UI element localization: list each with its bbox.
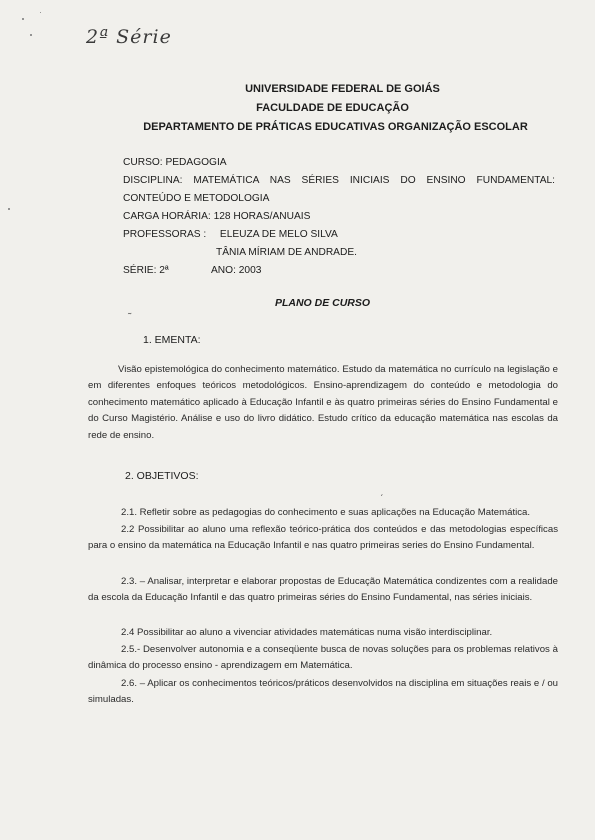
objective-item: 2.2 Possibilitar ao aluno uma reflexão teórico-prática dos conteúdos e das metodologias específicas para o ensino da matemática na Educação Infantil e nas quatro primeiras series do Ensino Fundamental.	[88, 524, 558, 552]
discipline-line: DISCIPLINA: MATEMÁTICA NAS SÉRIES INICIAIS DO ENSINO FUNDAMENTAL:	[123, 175, 555, 186]
ementa-body: Visão epistemológica do conhecimento matemático. Estudo da matemática no currículo na legislação e em diferentes enfoques teóricos metodológicos. Ensino-aprendizagem do conteúdo e metodologia do conhecimento matemático aplicado à Educação Infantil e às quatro primeiras séries do Ensino Fundamental e do Curso Magistério. Análise e uso do livro didático. Estudo crítico da educação matemática nas escolas da rede de ensino.	[88, 364, 558, 441]
university-name: UNIVERSIDADE FEDERAL DE GOIÁS	[245, 83, 440, 95]
document-header	[0, 80, 595, 137]
ementa-text	[88, 362, 558, 444]
grade-year-line	[123, 262, 555, 280]
section-objetivos-title: 2. OBJETIVOS:	[125, 470, 199, 482]
department-name: DEPARTAMENTO DE PRÁTICAS EDUCATIVAS ORGANIZAÇÃO ESCOLAR	[143, 121, 528, 133]
objective-item: 2.6. – Aplicar os conhecimentos teóricos/práticos desenvolvidos na disciplina em situações reais e / ou simuladas.	[88, 678, 558, 706]
teacher-name: ELEUZA DE MELO SILVA	[219, 229, 338, 240]
scan-speck	[30, 34, 32, 36]
teachers-label: PROFESSORAS :	[123, 229, 207, 240]
teachers-line	[123, 226, 555, 244]
objective-item: 2.3. – Analisar, interpretar e elaborar propostas de Educação Matemática condizentes com a realidade da escola da Educação Infantil e das quatro primeiras séries do Ensino Fundamental, nas séries iniciais.	[88, 576, 558, 604]
pen-mark: ˊ	[380, 494, 384, 505]
objective-item: 2.1. Refletir sobre as pedagogias do conhecimento e suas aplicações na Educação Matemática.	[121, 507, 531, 518]
teacher-name: TÂNIA MÍRIAM DE ANDRADE.	[216, 247, 357, 258]
workload-line: CARGA HORÁRIA: 128 HORAS/ANUAIS	[123, 211, 311, 222]
handwritten-note: 2ª Série	[86, 26, 172, 48]
faculty-name: FACULDADE DE EDUCAÇÃO	[256, 102, 409, 114]
section-ementa-title: 1. EMENTA:	[143, 334, 201, 346]
grade-label: SÉRIE: 2ª	[123, 265, 169, 276]
objective-item: 2.5.- Desenvolver autonomia e a conseqüente busca de novas soluções para os problemas relativos à dinâmica do processo ensino - aprendizagem em Matemática.	[88, 644, 558, 672]
course-info	[123, 154, 555, 280]
objective-item: 2.4 Possibilitar ao aluno a vivenciar atividades matemáticas numa visão interdisciplinar.	[121, 627, 493, 638]
scan-speck	[40, 12, 41, 13]
pen-mark: ˜	[128, 312, 132, 323]
year-label: ANO: 2003	[211, 265, 262, 276]
plan-title: PLANO DE CURSO	[274, 297, 371, 309]
discipline-line-continued: CONTEÚDO E METODOLOGIA	[123, 193, 270, 204]
scan-speck	[8, 208, 10, 210]
scan-speck	[22, 18, 24, 20]
course-line: CURSO: PEDAGOGIA	[123, 157, 227, 168]
